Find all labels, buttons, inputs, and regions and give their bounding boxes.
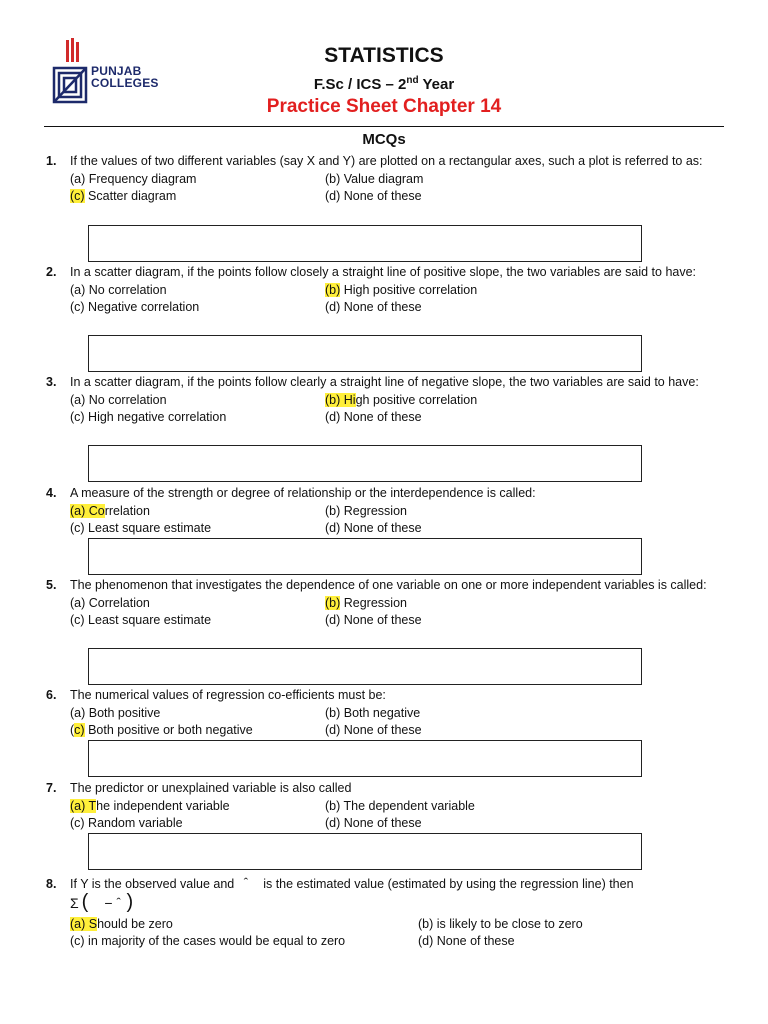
question-3 — [46, 374, 726, 427]
answer-box-6[interactable] — [88, 740, 642, 777]
option-c[interactable]: (c) High negative correlation — [70, 410, 227, 424]
option-c[interactable]: (c) Least square estimate — [70, 521, 212, 535]
answer-box-7[interactable] — [88, 833, 642, 870]
answer-box-1[interactable] — [88, 225, 642, 262]
option-b[interactable]: (b) High positive correlation — [325, 282, 478, 297]
option-b[interactable]: (b) Regression — [325, 595, 407, 610]
page-subtitle: F.Sc / ICS – 2nd Year — [313, 75, 455, 93]
question-2 — [46, 264, 726, 317]
answer-box-3[interactable] — [88, 445, 642, 482]
question-8 — [46, 876, 726, 951]
option-c[interactable]: (c) Least square estimate — [70, 613, 212, 627]
question-4 — [46, 485, 726, 538]
logo-line-2: COLLEGES — [91, 76, 159, 90]
answer-highlight: (a) S — [70, 916, 98, 931]
option-c[interactable]: (c) Both positive or both negative — [70, 723, 253, 737]
option-b[interactable]: (b) Regression — [325, 503, 407, 518]
option-c[interactable]: (c) Negative correlation — [70, 300, 200, 314]
option-d[interactable]: (d) None of these — [418, 934, 515, 948]
formula: Σ ( − ˆ ) — [70, 890, 134, 913]
question-number: 5. — [46, 578, 57, 592]
answer-highlight: (b) Hi — [325, 392, 356, 407]
answer-highlight: (c) — [70, 189, 85, 203]
question-number: 4. — [46, 486, 57, 500]
question-text: The phenomenon that investigates the dependence of one variable on one or more independent variables is called: — [70, 578, 707, 592]
option-a[interactable]: (a) Correlation — [70, 503, 150, 518]
option-c[interactable]: (c) Random variable — [70, 816, 183, 830]
option-c[interactable]: (c) Scatter diagram — [70, 189, 177, 203]
option-d[interactable]: (d) None of these — [325, 613, 422, 627]
option-c[interactable]: (c) in majority of the cases would be equal to zero — [70, 934, 346, 948]
option-d[interactable]: (d) None of these — [325, 816, 422, 830]
option-a[interactable]: (a) The independent variable — [70, 798, 230, 813]
option-a[interactable]: (a) No correlation — [70, 282, 167, 297]
sigma-symbol: Σ — [70, 894, 79, 911]
option-d[interactable]: (d) None of these — [325, 410, 422, 424]
question-text: In a scatter diagram, if the points follow clearly a straight line of negative slope, the two variables are said to have: — [70, 375, 699, 389]
question-7 — [46, 780, 726, 833]
option-a[interactable]: (a) Should be zero — [70, 916, 173, 931]
question-number: 7. — [46, 781, 57, 795]
option-a[interactable]: (a) No correlation — [70, 392, 167, 407]
answer-highlight: (b) — [325, 282, 341, 297]
question-text: A measure of the strength or degree of relationship or the interdependence is called: — [70, 486, 536, 500]
question-number: 6. — [46, 688, 57, 702]
option-d[interactable]: (d) None of these — [325, 723, 422, 737]
answer-highlight: c) — [74, 723, 85, 737]
option-b[interactable]: (b) Both negative — [325, 705, 421, 720]
option-b[interactable]: (b) High positive correlation — [325, 392, 478, 407]
option-b[interactable]: (b) The dependent variable — [325, 798, 475, 813]
sheet-title: Practice Sheet Chapter 14 — [266, 96, 502, 117]
question-number: 1. — [46, 154, 57, 168]
option-a[interactable]: (a) Correlation — [70, 595, 150, 610]
question-text: If the values of two different variables (say X and Y) are plotted on a rectangular axes, such a plot is referred to as: — [70, 154, 703, 168]
question-text: The predictor or unexplained variable is also called — [70, 781, 352, 795]
page-title: STATISTICS — [324, 44, 444, 67]
answer-highlight: (b) — [325, 595, 341, 610]
option-b[interactable]: (b) Value diagram — [325, 171, 424, 186]
option-a[interactable]: (a) Both positive — [70, 705, 161, 720]
question-text-post: is the estimated value (estimated by using the regression line) then — [259, 877, 634, 891]
answer-box-4[interactable] — [88, 538, 642, 575]
option-b[interactable]: (b) is likely to be close to zero — [418, 916, 583, 931]
option-a[interactable]: (a) Frequency diagram — [70, 171, 197, 186]
option-d[interactable]: (d) None of these — [325, 300, 422, 314]
section-title: MCQs — [362, 131, 406, 148]
answer-box-5[interactable] — [88, 648, 642, 685]
header-divider — [44, 126, 724, 127]
question-number: 8. — [46, 877, 57, 891]
question-number: 2. — [46, 265, 57, 279]
answer-highlight: (a) Co — [70, 503, 105, 518]
answer-highlight: (a) T — [70, 798, 97, 813]
logo-line-1: PUNJAB — [91, 64, 142, 78]
question-5 — [46, 577, 726, 630]
question-text: In a scatter diagram, if the points follow closely a straight line of positive slope, the two variables are said to have: — [70, 265, 697, 279]
question-text: The numerical values of regression co-efficients must be: — [70, 688, 386, 702]
option-d[interactable]: (d) None of these — [325, 521, 422, 535]
option-d[interactable]: (d) None of these — [325, 189, 422, 203]
question-text-pre: If Y is the observed value and — [70, 877, 238, 891]
question-6 — [46, 687, 726, 740]
hat-symbol: ˆ — [243, 875, 249, 890]
question-number: 3. — [46, 375, 57, 389]
answer-box-2[interactable] — [88, 335, 642, 372]
question-1 — [46, 153, 726, 206]
